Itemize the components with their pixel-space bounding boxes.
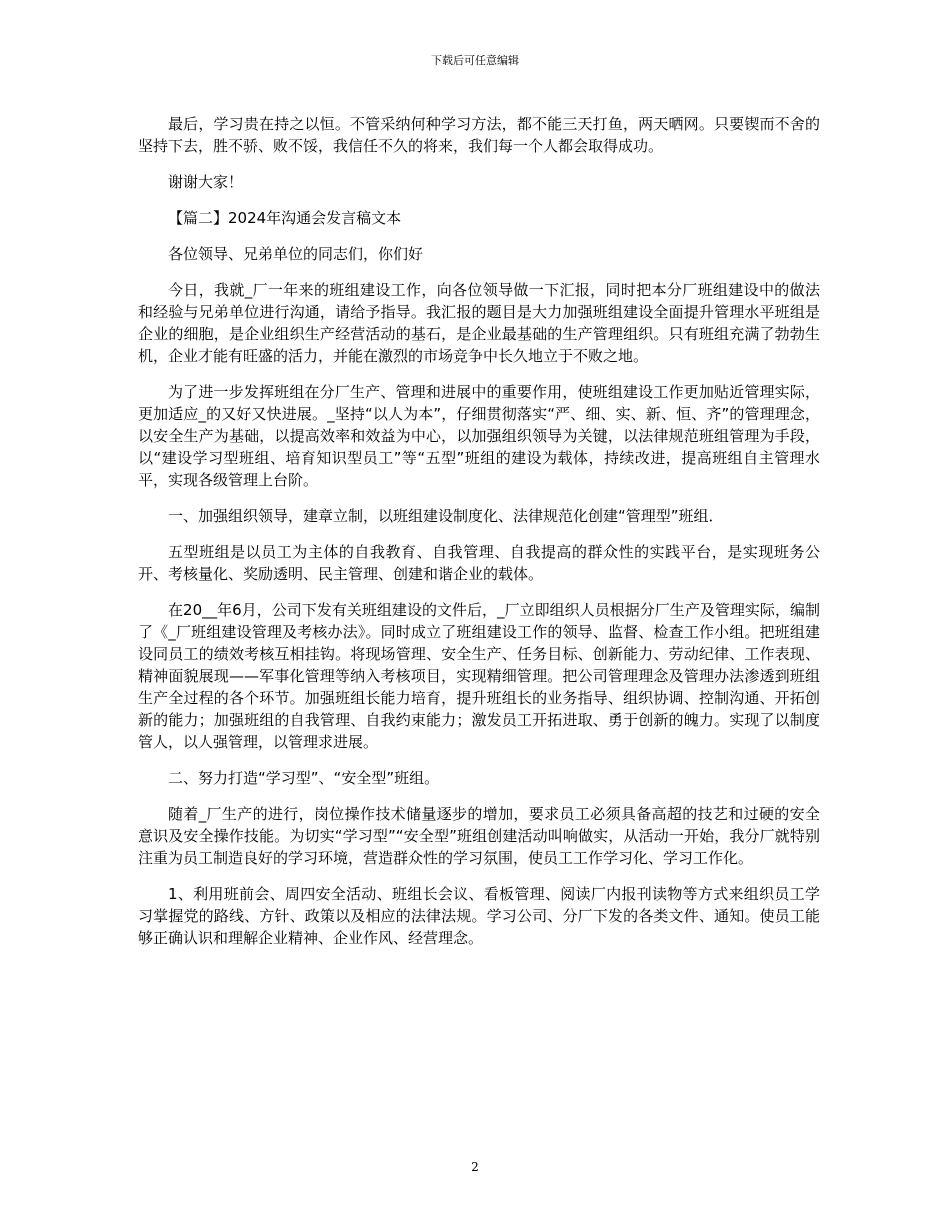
page-number: 2	[471, 1160, 479, 1174]
paragraph-greeting: 各位领导、兄弟单位的同志们，你们好	[168, 245, 424, 263]
heading-part-two: 二、努力打造“学习型”、“安全型”班组。	[168, 769, 440, 787]
paragraph-item-one: 1、利用班前会、周四安全活动、班组长会议、看板管理、阅读厂内报刊读物等方式来组织员工学习掌握党的路线、方针、政策以及相应的法律法规。学习公司、分厂下发的各类文件、通知。使员工能够正确认识和理解企业精神、企业作风、经营理念。	[138, 885, 820, 947]
paragraph-thanks: 谢谢大家！	[168, 173, 244, 191]
paragraph-learning: 随着_厂生产的进行，岗位操作技术储量逐步的增加，要求员工必须具备高超的技艺和过硬的安全意识及安全操作技能。为切实“学习型”“安全型”班组创建活动叫响做实，从活动一开始，我分厂就特别注重为员工制造良好的学习环境，营造群众性的学习氛围，使员工工作学习化、学习工作化。	[138, 805, 820, 867]
section-title: 【篇二】2024年沟通会发言稿文本	[168, 209, 402, 227]
paragraph-five-type: 五型班组是以员工为主体的自我教育、自我管理、自我提高的群众性的实践平台，是实现班务公开、考核量化、奖励透明、民主管理、创建和谐企业的载体。	[138, 543, 820, 583]
paragraph-management: 在20__年6月，公司下发有关班组建设的文件后，_厂立即组织人员根据分厂生产及管理实际，编制了《_厂班组建设管理及考核办法》。同时成立了班组建设工作的领导、监督、检查工作小组。把班组建设同员工的绩效考核互相挂钩。将现场管理、安全生产、任务目标、创新能力、劳动纪律、工作表现、精神面貌展现——军事化管理等纳入考核项目，实现精细管理。把公司管理理念及管理办法渗透到班组生产全过程的各个环节。加强班组长能力培育，提升班组长的业务指导、组织协调、控制沟通、开拓创新的能力；加强班组的自我管理、自我约束能力；激发员工开拓进取、勇于创新的魄力。实现了以制度管人，以人强管理，以管理求进展。	[138, 601, 820, 751]
document-body	[138, 113, 820, 963]
page-header: 下载后可任意编辑	[431, 54, 519, 67]
paragraph-purpose: 为了进一步发挥班组在分厂生产、管理和进展中的重要作用，使班组建设工作更加贴近管理实际，更加适应_的又好又快进展。_坚持“以人为本”，仔细贯彻落实“严、细、实、新、恒、齐”的管理理念，以安全生产为基础，以提高效率和效益为中心，以加强组织领导为关键，以法律规范班组管理为手段，以“建设学习型班组、培育知识型员工”等“五型”班组的建设为载体，持续改进，提高班组自主管理水平，实现各级管理上台阶。	[138, 383, 820, 489]
paragraph-closing: 最后，学习贵在持之以恒。不管采纳何种学习方法，都不能三天打鱼，两天晒网。只要锲而不舍的坚持下去，胜不骄、败不馁，我信任不久的将来，我们每一个人都会取得成功。	[138, 115, 820, 155]
heading-part-one: 一、加强组织领导，建章立制，以班组建设制度化、法律规范化创建“管理型”班组．	[168, 507, 724, 525]
paragraph-intro: 今日，我就_厂一年来的班组建设工作，向各位领导做一下汇报，同时把本分厂班组建设中的做法和经验与兄弟单位进行沟通，请给予指导。我汇报的题目是大力加强班组建设全面提升管理水平班组是企业的细胞，是企业组织生产经营活动的基石，是企业最基础的生产管理组织。只有班组充满了勃勃生机，企业才能有旺盛的活力，并能在激烈的市场竞争中长久地立于不败之地。	[138, 281, 820, 365]
